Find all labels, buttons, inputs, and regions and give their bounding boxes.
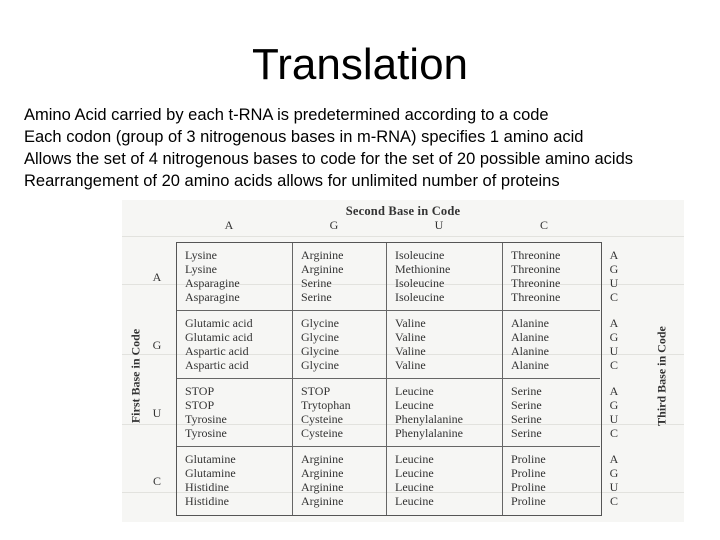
codon-cell xyxy=(293,379,387,447)
amino-acid-name: Alanine xyxy=(511,330,549,344)
third-base-letter: U xyxy=(609,276,619,290)
amino-acid-name: Threonine xyxy=(511,262,561,276)
amino-acid-name: Cysteine xyxy=(301,412,343,426)
amino-acid-name: Threonine xyxy=(511,276,561,290)
amino-acid-name: Threonine xyxy=(511,248,561,262)
amino-acid-name: Glutamine xyxy=(185,466,236,480)
amino-acid-name: Serine xyxy=(301,276,332,290)
amino-acid-name: Glycine xyxy=(301,344,339,358)
amino-acid-name: Glutamic acid xyxy=(185,330,253,344)
third-base-letter: G xyxy=(609,330,619,344)
amino-acid-name: Proline xyxy=(511,480,546,494)
amino-acid-name: Isoleucine xyxy=(395,276,445,290)
third-base-letter: G xyxy=(609,398,619,412)
amino-acid-name: Asparagine xyxy=(185,290,240,304)
amino-acid-name: Glutamine xyxy=(185,452,236,466)
codon-cell xyxy=(177,243,293,311)
amino-acid-name: STOP xyxy=(185,398,215,412)
amino-acid-name: Proline xyxy=(511,452,546,466)
bullet-item: Each codon (group of 3 nitrogenous bases in m-RNA) specifies 1 amino acid xyxy=(24,128,584,146)
column-header: U xyxy=(434,218,444,232)
bullet-item: Allows the set of 4 nitrogenous bases to code for the set of 20 possible amino acids xyxy=(24,150,634,168)
bullet-item: Rearrangement of 20 amino acids allows for unlimited number of proteins xyxy=(24,172,560,190)
third-base-letter: U xyxy=(609,480,619,494)
amino-acid-name: STOP xyxy=(301,384,331,398)
third-base-letter: G xyxy=(609,262,619,276)
row-header: U xyxy=(152,406,162,420)
amino-acid-name: Valine xyxy=(395,316,426,330)
amino-acid-name: Glycine xyxy=(301,330,339,344)
third-base-letter: G xyxy=(609,466,619,480)
scan-line xyxy=(122,236,684,237)
amino-acid-name: Alanine xyxy=(511,316,549,330)
amino-acid-name: Proline xyxy=(511,494,546,508)
codon-cell xyxy=(293,243,387,311)
amino-acid-name: Arginine xyxy=(301,452,344,466)
third-base-letters xyxy=(606,248,622,304)
third-base-letters xyxy=(606,452,622,508)
amino-acid-name: Isoleucine xyxy=(395,248,445,262)
codon-cell xyxy=(387,243,503,311)
amino-acid-name: Serine xyxy=(511,398,542,412)
row-header: A xyxy=(152,270,162,284)
amino-acid-name: Alanine xyxy=(511,344,549,358)
amino-acid-name: Leucine xyxy=(395,452,434,466)
codon-cell xyxy=(177,447,293,515)
third-base-letter: A xyxy=(609,248,619,262)
amino-acid-name: Cysteine xyxy=(301,426,343,440)
amino-acid-name: Lysine xyxy=(185,262,217,276)
codon-cell xyxy=(503,243,600,311)
codon-cell xyxy=(387,379,503,447)
amino-acid-name: STOP xyxy=(185,384,215,398)
bullet-item: Amino Acid carried by each t-RNA is predetermined according to a code xyxy=(24,106,549,124)
amino-acid-name: Valine xyxy=(395,344,426,358)
amino-acid-name: Valine xyxy=(395,330,426,344)
third-base-letter: U xyxy=(609,344,619,358)
amino-acid-name: Leucine xyxy=(395,466,434,480)
amino-acid-name: Glycine xyxy=(301,316,339,330)
third-base-letter: A xyxy=(609,384,619,398)
amino-acid-name: Valine xyxy=(395,358,426,372)
column-header: C xyxy=(539,218,548,232)
codon-cell xyxy=(387,311,503,379)
amino-acid-name: Leucine xyxy=(395,398,434,412)
codon-cell xyxy=(293,447,387,515)
amino-acid-name: Arginine xyxy=(301,480,344,494)
third-base-letter: C xyxy=(609,426,618,440)
amino-acid-name: Serine xyxy=(301,290,332,304)
third-base-letter: C xyxy=(609,494,618,508)
amino-acid-name: Methionine xyxy=(395,262,451,276)
amino-acid-name: Histidine xyxy=(185,480,229,494)
amino-acid-name: Alanine xyxy=(511,358,549,372)
column-header: G xyxy=(329,218,339,232)
amino-acid-name: Phenylalanine xyxy=(395,426,463,440)
second-base-header: Second Base in Code xyxy=(345,204,461,218)
codon-cell xyxy=(293,311,387,379)
amino-acid-name: Serine xyxy=(511,384,542,398)
amino-acid-name: Proline xyxy=(511,466,546,480)
amino-acid-name: Arginine xyxy=(301,248,344,262)
third-base-letter: C xyxy=(609,358,618,372)
amino-acid-name: Glycine xyxy=(301,358,339,372)
codon-cell xyxy=(503,379,600,447)
amino-acid-name: Serine xyxy=(511,426,542,440)
amino-acid-name: Tyrosine xyxy=(185,426,227,440)
amino-acid-name: Glutamic acid xyxy=(185,316,253,330)
amino-acid-name: Arginine xyxy=(301,262,344,276)
slide-title: Translation xyxy=(251,40,469,89)
amino-acid-name: Aspartic acid xyxy=(185,358,249,372)
amino-acid-name: Arginine xyxy=(301,466,344,480)
codon-cell xyxy=(503,311,600,379)
amino-acid-name: Trytophan xyxy=(301,398,351,412)
codon-cell xyxy=(177,379,293,447)
amino-acid-name: Arginine xyxy=(301,494,344,508)
third-base-letters xyxy=(606,384,622,440)
third-base-letters xyxy=(606,316,622,372)
first-base-label: First Base in Code xyxy=(128,328,143,424)
amino-acid-name: Leucine xyxy=(395,480,434,494)
codon-cell xyxy=(503,447,600,515)
amino-acid-name: Phenylalanine xyxy=(395,412,463,426)
codon-cell xyxy=(387,447,503,515)
row-header: G xyxy=(152,338,162,352)
amino-acid-name: Lysine xyxy=(185,248,217,262)
column-header: A xyxy=(224,218,234,232)
amino-acid-name: Tyrosine xyxy=(185,412,227,426)
amino-acid-name: Serine xyxy=(511,412,542,426)
third-base-label: Third Base in Code xyxy=(654,326,669,426)
bullet-list xyxy=(24,104,633,192)
amino-acid-name: Histidine xyxy=(185,494,229,508)
third-base-letter: C xyxy=(609,290,618,304)
amino-acid-name: Leucine xyxy=(395,384,434,398)
amino-acid-name: Isoleucine xyxy=(395,290,445,304)
amino-acid-name: Threonine xyxy=(511,290,561,304)
third-base-letter: A xyxy=(609,452,619,466)
row-header: C xyxy=(152,474,161,488)
third-base-letter: U xyxy=(609,412,619,426)
genetic-code-table-figure xyxy=(122,200,684,522)
amino-acid-name: Asparagine xyxy=(185,276,240,290)
amino-acid-name: Leucine xyxy=(395,494,434,508)
codon-grid xyxy=(176,242,602,516)
amino-acid-name: Aspartic acid xyxy=(185,344,249,358)
codon-cell xyxy=(177,311,293,379)
third-base-letter: A xyxy=(609,316,619,330)
